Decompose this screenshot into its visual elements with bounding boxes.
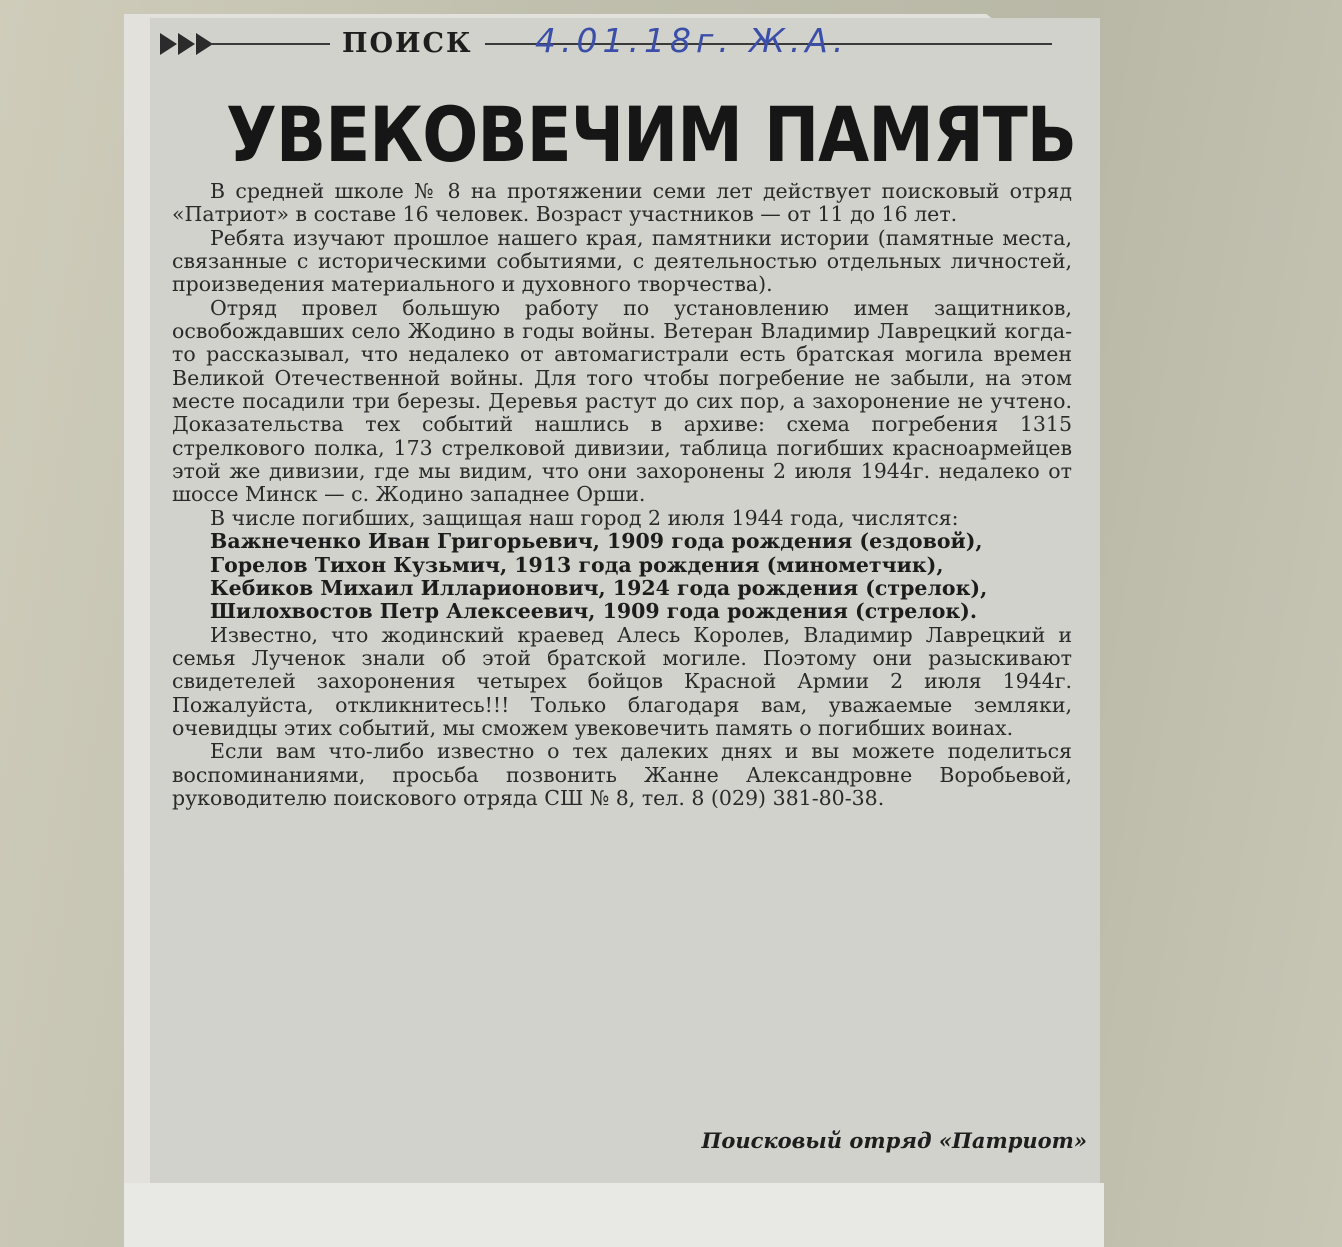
paragraph: В числе погибших, защищая наш город 2 июля 1944 года, числятся: xyxy=(210,505,959,530)
paragraph: В средней школе № 8 на протяжении семи лет действует поисковый отряд «Патриот» в составе 16 человек. Возраст участников — от 11 до 16 лет. xyxy=(172,179,1072,227)
article-headline: УВЕКОВЕЧИМ ПАМЯТЬ xyxy=(226,90,1077,180)
paper-margin xyxy=(124,1183,1104,1247)
article-body xyxy=(172,180,1072,810)
paragraph: Отряд провел большую работу по установлению имен защитников, освобождавших село Жодино в годы войны. Ветеран Владимир Лаврецкий когда-то рассказывал, что недалеко от автомагистрали есть братская могила времен Великой Отечественной войны. Для того чтобы погребение не забыли, на этом месте посадили три березы. Деревья растут до сих пор, а захоронение не учтено. Доказательства тех событий нашлись в архиве: схема погребения 1315 стрелкового полка, 173 стрелковой дивизии, таблица погибших красноармейцев этой же дивизии, где мы видим, что они захоронены 2 июля 1944г. недалеко от шоссе Минск — с. Жодино западнее Орши. xyxy=(172,295,1072,507)
rubric-arrows-icon xyxy=(160,33,212,55)
paragraph: Известно, что жодинский краевед Алесь Королев, Владимир Лаврецкий и семья Лученок знали об этой братской могиле. Поэтому они разыскивают свидетелей захоронения четырех бойцов Красной Армии 2 июля 1944г. Пожалуйста, откликнитесь!!! Только благодаря вам, уважаемые земляки, очевидцы этих событий, мы сможем увековечить память о погибших воинах. xyxy=(172,622,1072,740)
fallen-soldier-entry: Горелов Тихон Кузьмич, 1913 года рождения (минометчик), xyxy=(210,552,944,577)
fallen-soldier-entry: Шилохвостов Петр Алексеевич, 1909 года рождения (стрелок). xyxy=(210,599,978,624)
rubric-label: ПОИСК xyxy=(330,27,485,61)
fallen-soldier-entry: Кебиков Михаил Илларионович, 1924 года рождения (стрелок), xyxy=(210,575,988,600)
article-signature: Поисковый отряд «Патриот» xyxy=(701,1128,1087,1153)
handwritten-date-note: 4.01.18г. Ж.А. xyxy=(535,21,849,60)
paragraph: Если вам что-либо известно о тех далеких днях и вы можете поделиться воспоминаниями, просьба позвонить Жанне Александровне Воробьевой, руководителю поискового отряда СШ № 8, тел. 8 (029) 381-80-38. xyxy=(172,739,1072,810)
fallen-soldier-entry: Важнеченко Иван Григорьевич, 1909 года рождения (ездовой), xyxy=(210,529,983,554)
paragraph: Ребята изучают прошлое нашего края, памятники истории (памятные места, связанные с историческими событиями, с деятельностью отдельных личностей, произведения материального и духовного творчества). xyxy=(172,225,1072,297)
